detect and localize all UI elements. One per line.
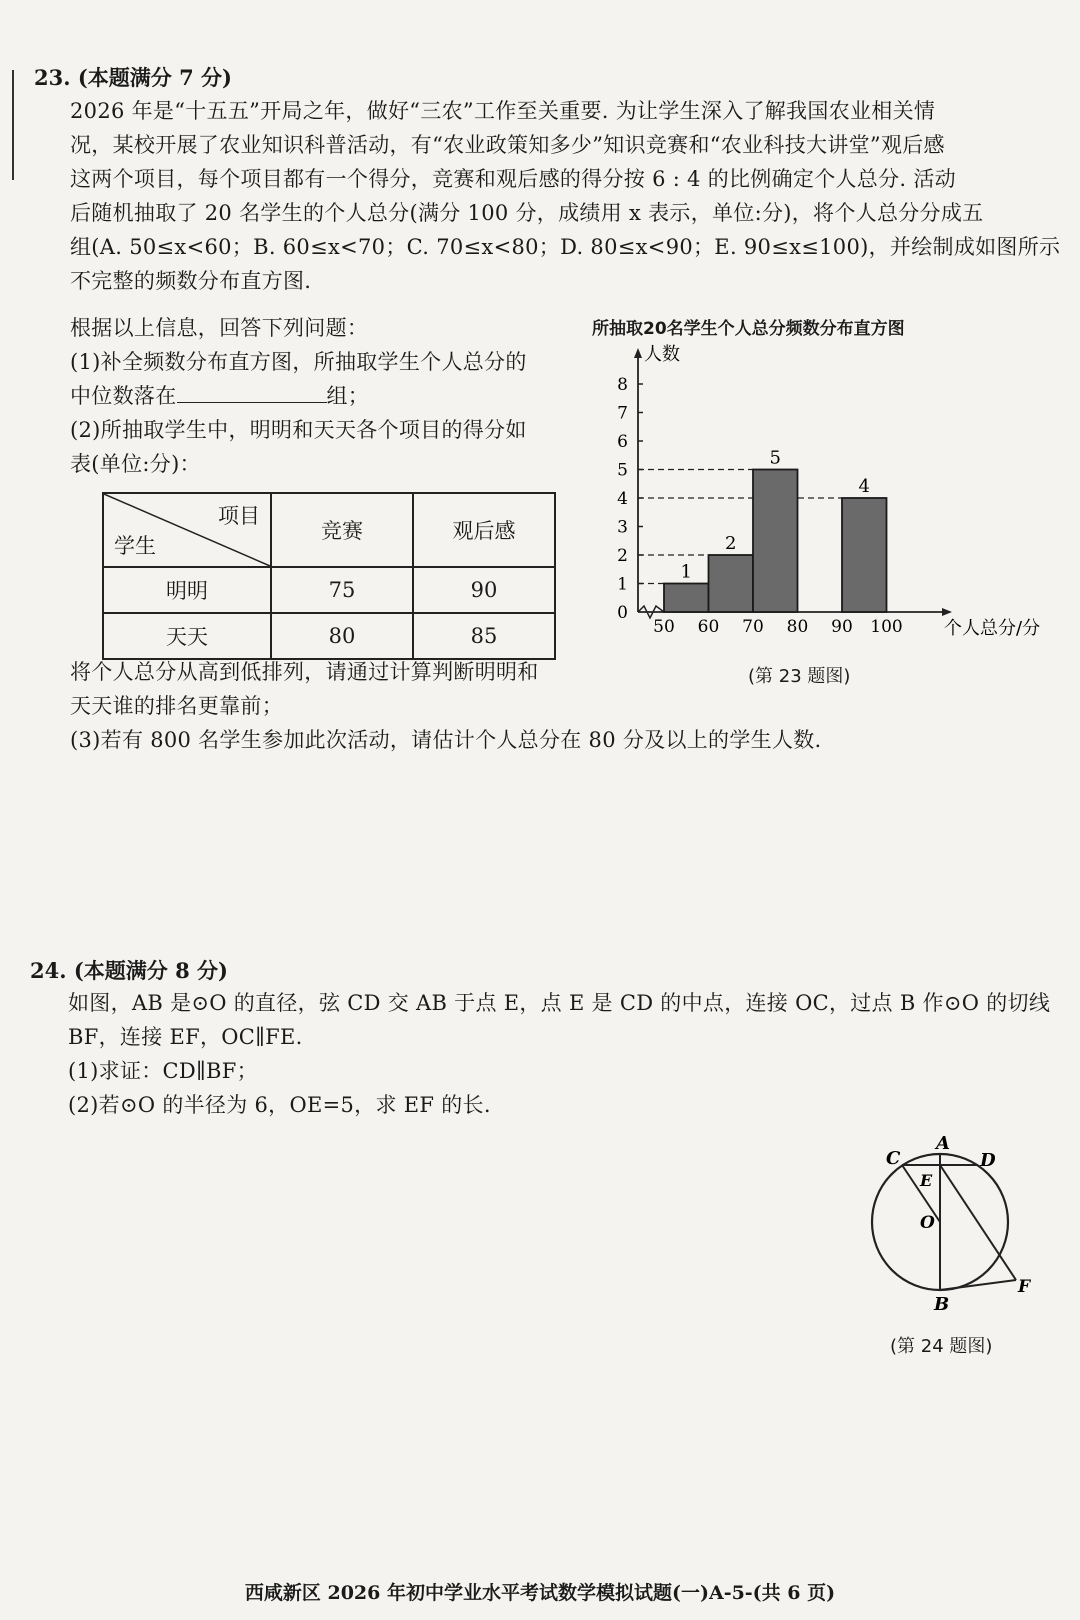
circle-figure (850, 1130, 1040, 1320)
x-tick-label: 60 (697, 617, 720, 637)
segment-ef (940, 1165, 1016, 1280)
q23-part2-line2: 表(单位:分)： (70, 452, 201, 476)
bar-label: 1 (680, 561, 692, 583)
x-axis-arrow (942, 608, 952, 616)
q24-line1: 如图，AB 是⊙O 的直径，弦 CD 交 AB 于点 E，点 E 是 CD 的中点，连接 OC，过点 B 作⊙O 的切线 (68, 991, 1051, 1015)
label-e: E (920, 1171, 933, 1190)
label-b: B (934, 1294, 950, 1315)
q24-body (68, 986, 1050, 1122)
q23-part2-after-line2: 天天谁的排名更靠前； (70, 694, 283, 718)
y-tick-label: 4 (617, 489, 628, 509)
x-tick-label: 100 (870, 617, 903, 637)
bar-label: 2 (725, 533, 737, 554)
histogram-bar (842, 498, 887, 612)
x-tick-label: 70 (742, 617, 764, 637)
y-tick-label: 1 (617, 574, 628, 595)
y-tick-label: 8 (617, 375, 628, 395)
table-cell-name: 天天 (103, 613, 271, 659)
q23-part2-after (70, 655, 822, 757)
table-cell: 85 (413, 613, 555, 659)
q24-score-note: (本题满分 8 分) (73, 958, 228, 983)
tangent-bf (940, 1280, 1016, 1290)
table-corner-top: 项目 (218, 504, 260, 528)
table-cell: 80 (271, 613, 413, 659)
q24-part2: (2)若⊙O 的半径为 6，OE=5，求 EF 的长. (68, 1093, 491, 1117)
x-tick-label: 80 (786, 617, 809, 637)
q23-part2-line1: (2)所抽取学生中，明明和天天各个项目的得分如 (70, 418, 527, 442)
q23-intro-line: 况，某校开展了农业知识科普活动，有“农业政策知多少”知识竞赛和“农业科技大讲堂”观后感 (70, 133, 945, 157)
table-cell: 75 (271, 567, 413, 613)
q23-intro-line: 2026 年是“十五五”开局之年，做好“三农”工作至关重要. 为让学生深入了解我国农业相关情 (70, 99, 936, 123)
q24-number: 24. (30, 958, 67, 983)
q23-number: 23. (34, 65, 71, 90)
q24-line2: BF，连接 EF，OC∥FE. (68, 1025, 303, 1049)
label-d: D (980, 1150, 996, 1171)
label-f: F (1018, 1277, 1031, 1297)
table-corner-bottom: 学生 (114, 534, 156, 558)
table-header: 竞赛 (271, 493, 413, 567)
histogram-bar (664, 584, 709, 613)
x-axis-label: 个人总分/分 (944, 618, 1040, 639)
y-tick-label: 0 (617, 603, 628, 623)
y-tick-label: 5 (617, 460, 628, 481)
q24-part1: (1)求证：CD∥BF； (68, 1059, 258, 1083)
label-a: A (936, 1133, 950, 1154)
label-o: O (920, 1213, 935, 1233)
chart-title: 所抽取20名学生个人总分频数分布直方图 (592, 319, 905, 339)
histogram-bar (753, 470, 798, 613)
x-tick-label: 50 (653, 617, 675, 637)
x-tick-label: 90 (831, 617, 853, 637)
q23-score-note: (本题满分 7 分) (77, 65, 232, 90)
y-tick-label: 2 (617, 546, 628, 566)
table-corner-cell (103, 493, 271, 567)
margin-mark (12, 70, 14, 180)
q23-figure-caption: (第 23 题图) (748, 666, 851, 687)
q23-left-column (70, 311, 527, 481)
table-header: 观后感 (413, 493, 555, 567)
table-cell: 90 (413, 567, 555, 613)
histogram-bar (709, 555, 754, 612)
q23-intro (70, 94, 1060, 298)
table-row (103, 613, 555, 659)
q23-part1-line1: (1)补全频数分布直方图，所抽取学生个人总分的 (70, 350, 527, 374)
score-table-wrapper (102, 492, 556, 660)
label-c: C (886, 1148, 901, 1169)
q23-part3: (3)若有 800 名学生参加此次活动，请估计个人总分在 80 分及以上的学生人数. (70, 728, 822, 752)
bar-label: 4 (858, 476, 870, 497)
y-tick-label: 6 (617, 432, 628, 452)
table-row (103, 567, 555, 613)
y-axis-label: 人数 (644, 344, 680, 365)
table-cell-name: 明明 (103, 567, 271, 613)
q23-part1-line2 (70, 379, 527, 413)
score-table (102, 492, 556, 660)
q23-part2-after-line1: 将个人总分从高到低排列，请通过计算判断明明和 (70, 660, 539, 684)
q23-header (34, 62, 232, 92)
q23-intro-line: 后随机抽取了 20 名学生的个人总分(满分 100 分，成绩用 x 表示，单位:分)，将个人总分分成五 (70, 201, 984, 225)
y-tick-label: 3 (617, 517, 628, 538)
q24-figure-caption: (第 24 题图) (890, 1336, 993, 1357)
q23-part1-pre: 中位数落在 (70, 384, 177, 408)
bar-label: 5 (769, 447, 781, 469)
q23-intro-line: 这两个项目，每个项目都有一个得分，竞赛和观后感的得分按 6 : 4 的比例确定个人总分. 活动 (70, 167, 956, 191)
page-footer: 西咸新区 2026 年初中学业水平考试数学模拟试题(一)A-5-(共 6 页) (244, 1582, 836, 1604)
q23-part1-post: 组； (326, 384, 370, 408)
answer-blank[interactable] (177, 380, 327, 403)
y-tick-label: 7 (617, 403, 628, 424)
q24-header (30, 955, 228, 985)
y-axis-arrow (634, 348, 642, 358)
q23-prompt: 根据以上信息，回答下列问题： (70, 316, 369, 340)
q23-intro-line: 组(A. 50≤x<60；B. 60≤x<70；C. 70≤x<80；D. 80≤x<90；E. 90≤x≤100)，并绘制成如图所示 (70, 235, 1061, 259)
q23-intro-line: 不完整的频数分布直方图. (70, 269, 312, 293)
histogram-chart (600, 340, 1040, 650)
